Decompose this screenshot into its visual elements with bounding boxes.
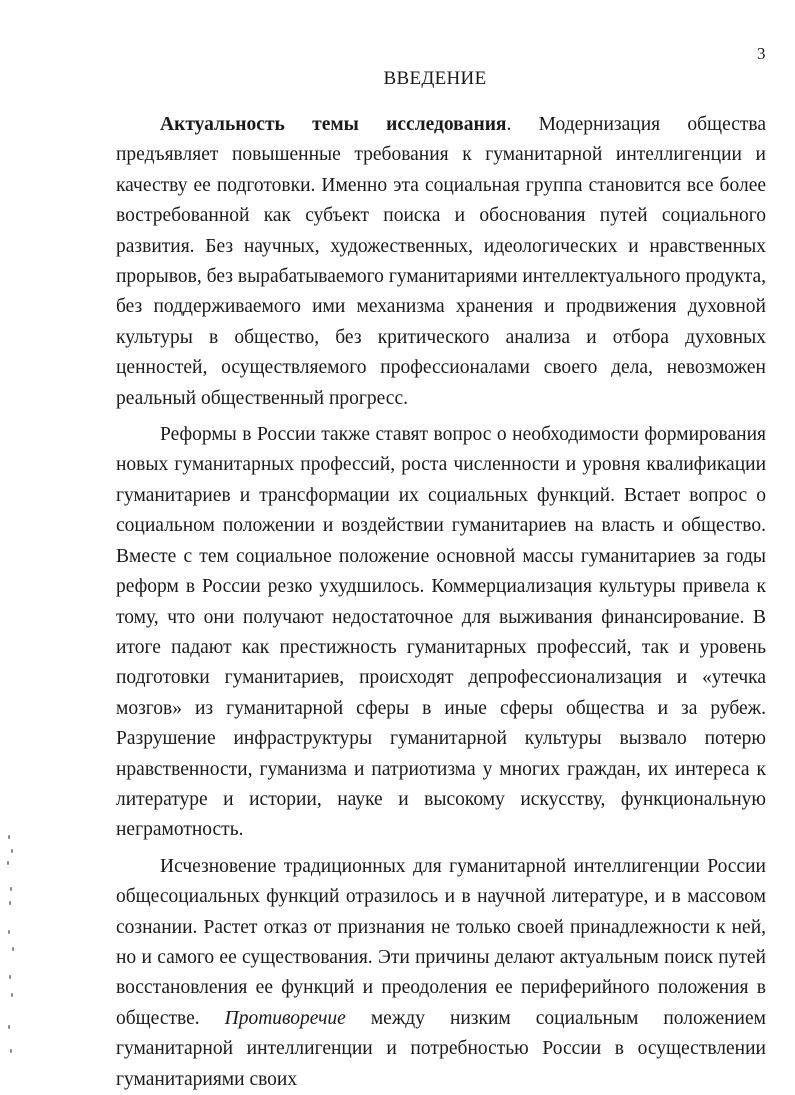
paragraph-contradiction bbox=[116, 852, 766, 1095]
paragraph-reforms bbox=[116, 420, 766, 846]
scan-margin-specks bbox=[6, 835, 20, 1065]
body-text bbox=[116, 110, 766, 1095]
paragraph-text: между низким социальным положением гуманитарной интеллигенции и потребностью России в осуществлении гуманитариями своих bbox=[116, 1007, 766, 1090]
page-number: 3 bbox=[757, 44, 766, 63]
paragraph-text: . Модернизация общества предъявляет повышенные требования к гуманитарной интеллигенции и качеству ее подготовки. Именно эта социальная группа становится все более востребованной как субъект поиска и обоснования путей социального развития. Без научных, художественных, идеологических и нравственных прорывов, без вырабатываемого гуманитариями интеллектуального продукта, без поддерживаемого ими механизма хранения и продвижения духовной культуры в общество, без критического анализа и отбора духовных ценностей, осуществляемого профессионалами своего дела, невозможен реальный общественный прогресс. bbox=[116, 114, 766, 409]
paragraph-relevance bbox=[116, 110, 766, 414]
paragraph-text: Реформы в России также ставят вопрос о необходимости формирования новых гуманитарных профессий, роста численности и уровня квалификации гуманитариев и трансформации их социальных функций. Встает вопрос о социальном положении и воздействии гуманитариев на власть и общество. Вместе с тем социальное положение основной массы гуманитариев за годы реформ в России резко ухудшилось. Коммерциализация культуры привела к тому, что они получают недостаточное для выживания финансирование. В итоге падают как престижность гуманитарных профессий, так и уровень подготовки гуманитариев, происходят депрофессионализация и «утечка мозгов» из гуманитарной сферы в иные сферы общества и за рубеж. Разрушение инфраструктуры гуманитарной культуры вызвало потерю нравственности, гуманизма и патриотизма у многих граждан, их интереса к литературе и истории, науке и высокому искусству, функциональную неграмотность. bbox=[116, 424, 766, 841]
paragraph-lead: Актуальность темы исследования bbox=[160, 114, 507, 135]
emphasis-term: Противоречие bbox=[224, 1007, 346, 1029]
page-title: ВВЕДЕНИЕ bbox=[383, 68, 487, 89]
paragraph-text: Исчезновение традиционных для гуманитарной интеллигенции России общесоциальных функций отразилось и в научной литературе, и в массовом сознании. Растет отказ от признания не только своей принадлежности к ней, но и самого ее существования. Эти причины делают актуальным поиск путей восстановления ее функций и преодоления ее периферийного положения в обществе. bbox=[116, 855, 766, 1029]
